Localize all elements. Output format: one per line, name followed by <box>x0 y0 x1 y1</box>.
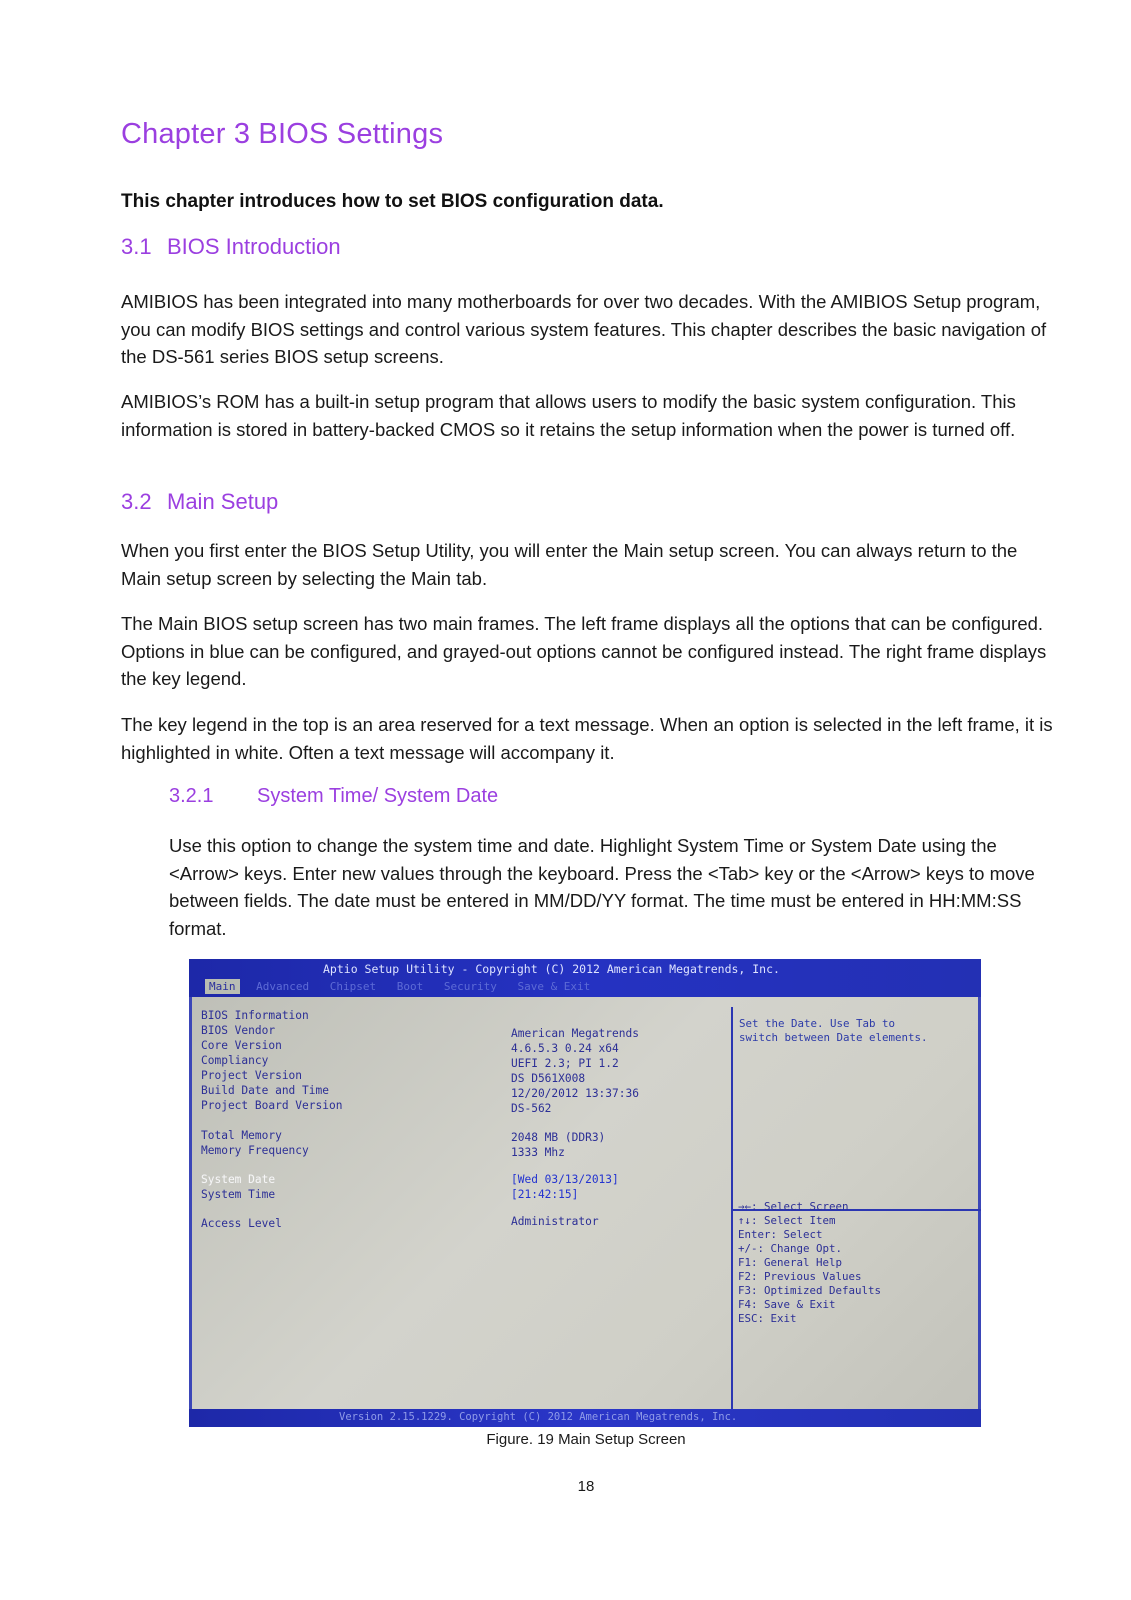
bios-tab-security: Security <box>443 980 497 993</box>
bios-label-access-level: Access Level <box>201 1217 282 1230</box>
bios-main-setup-screen <box>189 959 981 1427</box>
bios-value-bios-vendor: American Megatrends <box>511 1027 639 1040</box>
bios-key-legend-item: ESC: Exit <box>738 1312 797 1325</box>
bios-key-legend-item: F1: General Help <box>738 1256 843 1269</box>
bios-frame-border <box>978 997 981 1417</box>
section-heading-bios-introduction <box>121 234 341 260</box>
bios-label-project-board-version: Project Board Version <box>201 1099 343 1112</box>
bios-label-memory-frequency: Memory Frequency <box>201 1144 309 1157</box>
bios-label-project-version: Project Version <box>201 1069 303 1082</box>
bios-title: Aptio Setup Utility - Copyright (C) 2012 American Megatrends, Inc. <box>323 962 780 976</box>
bios-value-access-level: Administrator <box>511 1215 599 1228</box>
bios-tab-bar <box>205 979 600 994</box>
bios-key-legend-item: ↑↓: Select Item <box>738 1214 836 1227</box>
section-number: 3.1 <box>121 234 152 259</box>
bios-footer-bar <box>189 1409 981 1427</box>
subsection-number: 3.2.1 <box>169 785 214 807</box>
section-heading-main-setup <box>121 489 278 515</box>
bios-label-bios-information: BIOS Information <box>201 1009 309 1022</box>
bios-value-system-date[interactable]: [Wed 03/13/2013] <box>511 1173 619 1186</box>
bios-key-legend-item: Enter: Select <box>738 1228 823 1241</box>
paragraph: The key legend in the top is an area reserved for a text message. When an option is selected in the left frame, it is highlighted in white. Often a text message will accompany it. <box>121 714 1053 763</box>
bios-label-bios-vendor: BIOS Vendor <box>201 1024 276 1037</box>
chapter-intro: This chapter introduces how to set BIOS configuration data. <box>121 191 664 212</box>
bios-label-core-version: Core Version <box>201 1039 282 1052</box>
paragraph: Use this option to change the system time and date. Highlight System Time or System Date using the <Arrow> keys. Enter new values through the keyboard. Press the <Tab> key or the <Arrow> keys to move between fields. The date must be entered in MM/DD/YY format. The time must be entered in HH:MM:SS format. <box>169 835 1035 939</box>
bios-value-system-time[interactable]: [21:42:15] <box>511 1188 579 1201</box>
bios-value-build-date: 12/20/2012 13:37:36 <box>511 1087 639 1100</box>
section-title: BIOS Introduction <box>167 234 341 259</box>
bios-tab-save-exit: Save & Exit <box>517 980 591 993</box>
bios-label-total-memory: Total Memory <box>201 1129 282 1142</box>
bios-value-project-board-version: DS-562 <box>511 1102 552 1115</box>
chapter-title: Chapter 3 BIOS Settings <box>121 118 444 150</box>
bios-key-legend-item: F3: Optimized Defaults <box>738 1284 882 1297</box>
bios-frame-border <box>189 997 192 1417</box>
subsection-heading-system-time-date <box>169 785 498 808</box>
bios-footer-text: Version 2.15.1229. Copyright (C) 2012 American Megatrends, Inc. <box>339 1411 738 1423</box>
bios-tab-chipset: Chipset <box>329 980 377 993</box>
bios-value-project-version: DS D561X008 <box>511 1072 586 1085</box>
bios-label-build-date: Build Date and Time <box>201 1084 329 1097</box>
subsection-title: System Time/ System Date <box>257 785 499 807</box>
bios-tab-main: Main <box>205 979 240 994</box>
bios-help-text: switch between Date elements. <box>739 1031 928 1044</box>
section-title: Main Setup <box>167 489 279 514</box>
bios-key-legend-item: +/-: Change Opt. <box>738 1242 843 1255</box>
bios-key-legend-item: F4: Save & Exit <box>738 1298 836 1311</box>
page-number: 18 <box>577 1478 595 1495</box>
bios-value-compliancy: UEFI 2.3; PI 1.2 <box>511 1057 619 1070</box>
bios-value-memory-frequency: 1333 Mhz <box>511 1146 565 1159</box>
bios-tab-boot: Boot <box>396 980 424 993</box>
bios-value-total-memory: 2048 MB (DDR3) <box>511 1131 606 1144</box>
bios-label-system-date[interactable]: System Date <box>201 1173 276 1186</box>
bios-key-legend-item: F2: Previous Values <box>738 1270 862 1283</box>
paragraph: The Main BIOS setup screen has two main frames. The left frame displays all the options that can be configured. Options in blue can be configured, and grayed-out options cannot be configured instead. The right frame displays the key legend. <box>121 613 1047 689</box>
paragraph: AMIBIOS has been integrated into many motherboards for over two decades. With the AMIBIOS Setup program, you can modify BIOS settings and control various system features. This chapter describes the basic navigation of the DS-561 series BIOS setup screens. <box>121 291 1047 367</box>
paragraph: When you first enter the BIOS Setup Utility, you will enter the Main setup screen. You can always return to the Main setup screen by selecting the Main tab. <box>121 540 1018 589</box>
paragraph: AMIBIOS’s ROM has a built-in setup program that allows users to modify the basic system configuration. This information is stored in battery-backed CMOS so it retains the setup information when the power is turned off. <box>121 391 1016 440</box>
bios-tab-advanced: Advanced <box>256 980 310 993</box>
bios-key-legend-item: →←: Select Screen <box>738 1200 849 1213</box>
bios-help-text: Set the Date. Use Tab to <box>739 1017 896 1030</box>
bios-label-system-time[interactable]: System Time <box>201 1188 276 1201</box>
bios-frame-divider <box>731 1007 733 1417</box>
section-number: 3.2 <box>121 489 152 514</box>
bios-value-core-version: 4.6.5.3 0.24 x64 <box>511 1042 619 1055</box>
bios-label-compliancy: Compliancy <box>201 1054 269 1067</box>
bios-title-bar <box>189 959 981 997</box>
figure-caption: Figure. 19 Main Setup Screen <box>486 1431 686 1448</box>
